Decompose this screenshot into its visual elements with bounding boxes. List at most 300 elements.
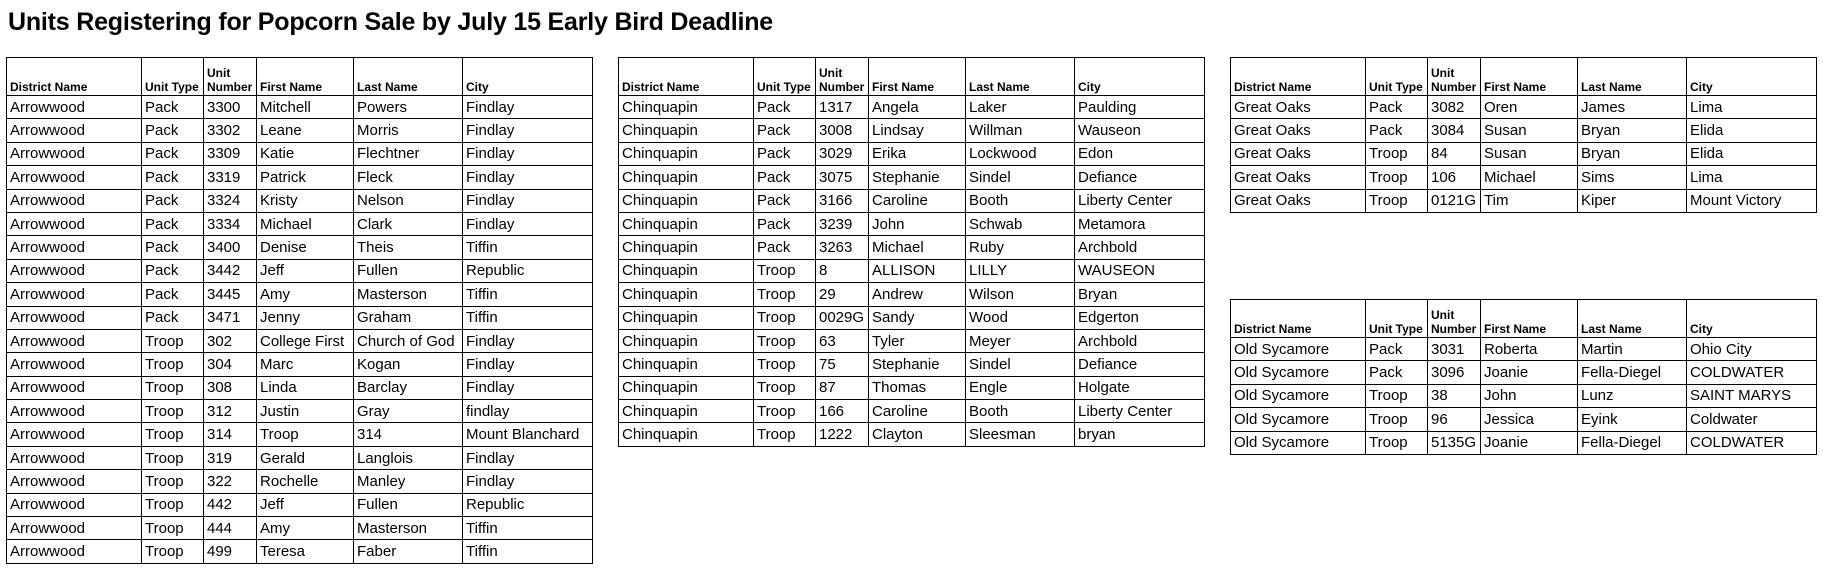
unit-type-cell: Pack	[142, 212, 204, 235]
header-row	[7, 58, 593, 96]
city-cell: Findlay	[463, 446, 593, 469]
unit-type-cell: Pack	[142, 96, 204, 119]
unit-number-cell: 3309	[204, 142, 257, 165]
district-name-cell: Arrowwood	[7, 212, 142, 235]
district-name-cell: Arrowwood	[7, 470, 142, 493]
unit-type-cell: Troop	[1366, 189, 1428, 212]
last-name-cell: Wood	[966, 306, 1075, 329]
unit-number-cell: 3166	[816, 189, 869, 212]
first-name-cell: Marc	[257, 353, 354, 376]
table-row	[619, 423, 1205, 446]
unit-number-cell: 106	[1428, 166, 1481, 189]
district-name-cell: Chinquapin	[619, 166, 754, 189]
table-row	[7, 493, 593, 516]
last-name-cell: Willman	[966, 119, 1075, 142]
column-header-last-name: Last Name	[966, 58, 1075, 96]
last-name-cell: Booth	[966, 400, 1075, 423]
table-row	[619, 353, 1205, 376]
first-name-cell: Thomas	[869, 376, 966, 399]
unit-type-cell: Troop	[754, 400, 816, 423]
unit-number-cell: 304	[204, 353, 257, 376]
city-cell: Tiffin	[463, 283, 593, 306]
first-name-cell: Amy	[257, 517, 354, 540]
first-name-cell: Sandy	[869, 306, 966, 329]
city-cell: Ohio City	[1687, 338, 1817, 361]
city-cell: Republic	[463, 493, 593, 516]
table-row	[7, 353, 593, 376]
unit-number-cell: 166	[816, 400, 869, 423]
arrowwood-table	[6, 57, 593, 564]
city-cell: Tiffin	[463, 306, 593, 329]
district-name-cell: Old Sycamore	[1231, 338, 1366, 361]
first-name-cell: Rochelle	[257, 470, 354, 493]
first-name-cell: Susan	[1481, 119, 1578, 142]
district-name-cell: Chinquapin	[619, 96, 754, 119]
column-header-district-name: District Name	[1231, 58, 1366, 96]
district-name-cell: Chinquapin	[619, 353, 754, 376]
unit-type-cell: Troop	[754, 283, 816, 306]
first-name-cell: Lindsay	[869, 119, 966, 142]
last-name-cell: Fella-Diegel	[1578, 431, 1687, 454]
district-name-cell: Arrowwood	[7, 189, 142, 212]
unit-type-cell: Pack	[142, 119, 204, 142]
city-cell: Findlay	[463, 119, 593, 142]
unit-type-cell: Troop	[754, 329, 816, 352]
last-name-cell: Kogan	[354, 353, 463, 376]
table-row	[7, 142, 593, 165]
last-name-cell: Martin	[1578, 338, 1687, 361]
city-cell: Tiffin	[463, 517, 593, 540]
first-name-cell: Erika	[869, 142, 966, 165]
last-name-cell: Sims	[1578, 166, 1687, 189]
last-name-cell: LILLY	[966, 259, 1075, 282]
table-row	[7, 259, 593, 282]
district-name-cell: Chinquapin	[619, 236, 754, 259]
city-cell: Tiffin	[463, 236, 593, 259]
first-name-cell: Teresa	[257, 540, 354, 563]
unit-type-cell: Troop	[754, 353, 816, 376]
table-row	[1231, 189, 1817, 212]
last-name-cell: Morris	[354, 119, 463, 142]
city-cell: SAINT MARYS	[1687, 384, 1817, 407]
column-header-city: City	[463, 58, 593, 96]
unit-type-cell: Troop	[754, 259, 816, 282]
first-name-cell: Caroline	[869, 400, 966, 423]
unit-number-cell: 3442	[204, 259, 257, 282]
unit-type-cell: Pack	[754, 236, 816, 259]
last-name-cell: Powers	[354, 96, 463, 119]
unit-type-cell: Pack	[142, 283, 204, 306]
unit-type-cell: Pack	[1366, 361, 1428, 384]
table-row	[619, 212, 1205, 235]
first-name-cell: Oren	[1481, 96, 1578, 119]
last-name-cell: Sindel	[966, 353, 1075, 376]
first-name-cell: Linda	[257, 376, 354, 399]
unit-number-cell: 3445	[204, 283, 257, 306]
unit-type-cell: Pack	[754, 119, 816, 142]
city-cell: Liberty Center	[1075, 189, 1205, 212]
first-name-cell: Jenny	[257, 306, 354, 329]
city-cell: Elida	[1687, 142, 1817, 165]
city-cell: Metamora	[1075, 212, 1205, 235]
district-name-cell: Arrowwood	[7, 376, 142, 399]
district-name-cell: Great Oaks	[1231, 142, 1366, 165]
table-row	[7, 96, 593, 119]
table-row	[1231, 408, 1817, 431]
unit-number-cell: 3029	[816, 142, 869, 165]
unit-type-cell: Troop	[754, 423, 816, 446]
last-name-cell: Nelson	[354, 189, 463, 212]
unit-type-cell: Troop	[142, 446, 204, 469]
table-row	[7, 306, 593, 329]
last-name-cell: Clark	[354, 212, 463, 235]
unit-type-cell: Pack	[754, 96, 816, 119]
unit-number-cell: 3031	[1428, 338, 1481, 361]
unit-number-cell: 319	[204, 446, 257, 469]
city-cell: Tiffin	[463, 540, 593, 563]
unit-type-cell: Troop	[754, 306, 816, 329]
first-name-cell: Amy	[257, 283, 354, 306]
unit-type-cell: Pack	[142, 259, 204, 282]
city-cell: Mount Victory	[1687, 189, 1817, 212]
unit-number-cell: 5135G	[1428, 431, 1481, 454]
table-row	[7, 283, 593, 306]
last-name-cell: Fella-Diegel	[1578, 361, 1687, 384]
unit-type-cell: Troop	[1366, 166, 1428, 189]
table-row	[7, 329, 593, 352]
district-name-cell: Arrowwood	[7, 517, 142, 540]
district-name-cell: Arrowwood	[7, 236, 142, 259]
first-name-cell: Katie	[257, 142, 354, 165]
first-name-cell: Tyler	[869, 329, 966, 352]
last-name-cell: James	[1578, 96, 1687, 119]
last-name-cell: Meyer	[966, 329, 1075, 352]
city-cell: Archbold	[1075, 236, 1205, 259]
district-name-cell: Chinquapin	[619, 119, 754, 142]
first-name-cell: Jessica	[1481, 408, 1578, 431]
column-header-unit-type: Unit Type	[754, 58, 816, 96]
table-row	[619, 96, 1205, 119]
old-sycamore-table	[1230, 299, 1817, 455]
column-header-last-name: Last Name	[354, 58, 463, 96]
table-row	[7, 189, 593, 212]
column-header-first-name: First Name	[1481, 58, 1578, 96]
last-name-cell: Bryan	[1578, 119, 1687, 142]
table-row	[619, 119, 1205, 142]
district-name-cell: Arrowwood	[7, 283, 142, 306]
last-name-cell: Lockwood	[966, 142, 1075, 165]
district-name-cell: Arrowwood	[7, 540, 142, 563]
unit-type-cell: Troop	[142, 493, 204, 516]
unit-type-cell: Troop	[142, 470, 204, 493]
last-name-cell: Theis	[354, 236, 463, 259]
unit-number-cell: 322	[204, 470, 257, 493]
unit-number-cell: 3082	[1428, 96, 1481, 119]
district-name-cell: Arrowwood	[7, 493, 142, 516]
unit-number-cell: 3334	[204, 212, 257, 235]
district-name-cell: Arrowwood	[7, 446, 142, 469]
city-cell: Edon	[1075, 142, 1205, 165]
last-name-cell: Schwab	[966, 212, 1075, 235]
last-name-cell: Graham	[354, 306, 463, 329]
unit-number-cell: 3319	[204, 166, 257, 189]
unit-number-cell: 0029G	[816, 306, 869, 329]
city-cell: findlay	[463, 400, 593, 423]
first-name-cell: Justin	[257, 400, 354, 423]
unit-number-cell: 38	[1428, 384, 1481, 407]
table-row	[7, 236, 593, 259]
chinquapin-table	[618, 57, 1205, 447]
table-row	[619, 189, 1205, 212]
column-header-unit-number: Unit Number	[1428, 300, 1481, 338]
table-row	[7, 400, 593, 423]
unit-type-cell: Troop	[142, 329, 204, 352]
unit-number-cell: 3008	[816, 119, 869, 142]
unit-type-cell: Troop	[1366, 431, 1428, 454]
unit-number-cell: 96	[1428, 408, 1481, 431]
unit-number-cell: 84	[1428, 142, 1481, 165]
district-name-cell: Old Sycamore	[1231, 408, 1366, 431]
unit-number-cell: 1317	[816, 96, 869, 119]
last-name-cell: Eyink	[1578, 408, 1687, 431]
last-name-cell: Engle	[966, 376, 1075, 399]
table-row	[7, 540, 593, 563]
city-cell: Findlay	[463, 353, 593, 376]
city-cell: COLDWATER	[1687, 431, 1817, 454]
last-name-cell: 314	[354, 423, 463, 446]
district-name-cell: Arrowwood	[7, 400, 142, 423]
first-name-cell: Joanie	[1481, 431, 1578, 454]
unit-type-cell: Pack	[142, 189, 204, 212]
unit-type-cell: Troop	[1366, 384, 1428, 407]
table-row	[619, 259, 1205, 282]
city-cell: Coldwater	[1687, 408, 1817, 431]
city-cell: Findlay	[463, 142, 593, 165]
unit-type-cell: Pack	[142, 166, 204, 189]
unit-number-cell: 3075	[816, 166, 869, 189]
city-cell: bryan	[1075, 423, 1205, 446]
first-name-cell: Leane	[257, 119, 354, 142]
last-name-cell: Langlois	[354, 446, 463, 469]
district-name-cell: Arrowwood	[7, 353, 142, 376]
city-cell: Edgerton	[1075, 306, 1205, 329]
column-header-first-name: First Name	[257, 58, 354, 96]
first-name-cell: Clayton	[869, 423, 966, 446]
column-header-city: City	[1687, 300, 1817, 338]
city-cell: Holgate	[1075, 376, 1205, 399]
unit-type-cell: Pack	[142, 306, 204, 329]
table-row	[619, 142, 1205, 165]
city-cell: Defiance	[1075, 353, 1205, 376]
last-name-cell: Sleesman	[966, 423, 1075, 446]
table-row	[619, 166, 1205, 189]
column-header-district-name: District Name	[7, 58, 142, 96]
column-header-last-name: Last Name	[1578, 58, 1687, 96]
column-header-city: City	[1687, 58, 1817, 96]
district-name-cell: Chinquapin	[619, 283, 754, 306]
unit-number-cell: 3302	[204, 119, 257, 142]
unit-type-cell: Pack	[1366, 119, 1428, 142]
table-row	[7, 376, 593, 399]
city-cell: Lima	[1687, 96, 1817, 119]
table-row	[1231, 96, 1817, 119]
last-name-cell: Flechtner	[354, 142, 463, 165]
unit-type-cell: Pack	[1366, 96, 1428, 119]
city-cell: Mount Blanchard	[463, 423, 593, 446]
table-row	[1231, 431, 1817, 454]
first-name-cell: Michael	[1481, 166, 1578, 189]
city-cell: Elida	[1687, 119, 1817, 142]
column-header-last-name: Last Name	[1578, 300, 1687, 338]
unit-type-cell: Pack	[142, 236, 204, 259]
unit-number-cell: 3096	[1428, 361, 1481, 384]
first-name-cell: John	[869, 212, 966, 235]
table-row	[619, 236, 1205, 259]
first-name-cell: Kristy	[257, 189, 354, 212]
district-name-cell: Chinquapin	[619, 400, 754, 423]
district-name-cell: Great Oaks	[1231, 189, 1366, 212]
last-name-cell: Fullen	[354, 259, 463, 282]
unit-number-cell: 444	[204, 517, 257, 540]
district-name-cell: Old Sycamore	[1231, 431, 1366, 454]
district-name-cell: Arrowwood	[7, 306, 142, 329]
column-header-unit-type: Unit Type	[1366, 300, 1428, 338]
first-name-cell: Susan	[1481, 142, 1578, 165]
last-name-cell: Manley	[354, 470, 463, 493]
last-name-cell: Bryan	[1578, 142, 1687, 165]
table-row	[1231, 338, 1817, 361]
city-cell: Findlay	[463, 189, 593, 212]
table-row	[619, 376, 1205, 399]
unit-number-cell: 87	[816, 376, 869, 399]
city-cell: WAUSEON	[1075, 259, 1205, 282]
last-name-cell: Faber	[354, 540, 463, 563]
district-name-cell: Chinquapin	[619, 329, 754, 352]
unit-number-cell: 312	[204, 400, 257, 423]
table-row	[619, 329, 1205, 352]
header-row	[1231, 58, 1817, 96]
unit-type-cell: Troop	[142, 423, 204, 446]
city-cell: Findlay	[463, 329, 593, 352]
first-name-cell: Joanie	[1481, 361, 1578, 384]
last-name-cell: Masterson	[354, 283, 463, 306]
column-header-district-name: District Name	[619, 58, 754, 96]
district-name-cell: Arrowwood	[7, 119, 142, 142]
table-row	[619, 306, 1205, 329]
column-header-first-name: First Name	[1481, 300, 1578, 338]
column-header-unit-number: Unit Number	[1428, 58, 1481, 96]
unit-type-cell: Pack	[1366, 338, 1428, 361]
last-name-cell: Kiper	[1578, 189, 1687, 212]
column-header-unit-number: Unit Number	[816, 58, 869, 96]
district-name-cell: Arrowwood	[7, 423, 142, 446]
city-cell: Lima	[1687, 166, 1817, 189]
first-name-cell: Mitchell	[257, 96, 354, 119]
table-row	[7, 119, 593, 142]
first-name-cell: John	[1481, 384, 1578, 407]
city-cell: Archbold	[1075, 329, 1205, 352]
first-name-cell: Andrew	[869, 283, 966, 306]
unit-type-cell: Pack	[754, 189, 816, 212]
unit-number-cell: 0121G	[1428, 189, 1481, 212]
last-name-cell: Fullen	[354, 493, 463, 516]
district-name-cell: Chinquapin	[619, 189, 754, 212]
first-name-cell: ALLISON	[869, 259, 966, 282]
district-name-cell: Old Sycamore	[1231, 361, 1366, 384]
city-cell: Findlay	[463, 166, 593, 189]
district-name-cell: Chinquapin	[619, 212, 754, 235]
unit-type-cell: Pack	[142, 142, 204, 165]
unit-type-cell: Troop	[142, 540, 204, 563]
unit-number-cell: 3263	[816, 236, 869, 259]
unit-number-cell: 314	[204, 423, 257, 446]
city-cell: Bryan	[1075, 283, 1205, 306]
unit-number-cell: 29	[816, 283, 869, 306]
city-cell: Paulding	[1075, 96, 1205, 119]
column-header-unit-number: Unit Number	[204, 58, 257, 96]
first-name-cell: Michael	[257, 212, 354, 235]
unit-number-cell: 3471	[204, 306, 257, 329]
unit-number-cell: 3400	[204, 236, 257, 259]
first-name-cell: Angela	[869, 96, 966, 119]
unit-type-cell: Troop	[142, 353, 204, 376]
column-header-city: City	[1075, 58, 1205, 96]
last-name-cell: Sindel	[966, 166, 1075, 189]
column-header-first-name: First Name	[869, 58, 966, 96]
unit-type-cell: Troop	[142, 517, 204, 540]
last-name-cell: Booth	[966, 189, 1075, 212]
table-row	[7, 446, 593, 469]
district-name-cell: Great Oaks	[1231, 96, 1366, 119]
first-name-cell: Roberta	[1481, 338, 1578, 361]
city-cell: Defiance	[1075, 166, 1205, 189]
unit-type-cell: Troop	[1366, 408, 1428, 431]
district-name-cell: Chinquapin	[619, 259, 754, 282]
table-row	[1231, 361, 1817, 384]
table-row	[619, 283, 1205, 306]
first-name-cell: Troop	[257, 423, 354, 446]
unit-type-cell: Troop	[754, 376, 816, 399]
city-cell: Findlay	[463, 376, 593, 399]
unit-number-cell: 308	[204, 376, 257, 399]
table-row	[7, 212, 593, 235]
unit-number-cell: 3239	[816, 212, 869, 235]
unit-type-cell: Pack	[754, 166, 816, 189]
district-name-cell: Chinquapin	[619, 376, 754, 399]
header-row	[1231, 300, 1817, 338]
last-name-cell: Church of God	[354, 329, 463, 352]
city-cell: Liberty Center	[1075, 400, 1205, 423]
district-name-cell: Great Oaks	[1231, 119, 1366, 142]
unit-type-cell: Troop	[1366, 142, 1428, 165]
district-name-cell: Arrowwood	[7, 259, 142, 282]
unit-number-cell: 3084	[1428, 119, 1481, 142]
unit-number-cell: 75	[816, 353, 869, 376]
unit-number-cell: 63	[816, 329, 869, 352]
table-row	[1231, 384, 1817, 407]
unit-type-cell: Troop	[142, 376, 204, 399]
first-name-cell: Gerald	[257, 446, 354, 469]
city-cell: Wauseon	[1075, 119, 1205, 142]
district-name-cell: Chinquapin	[619, 306, 754, 329]
first-name-cell: Jeff	[257, 493, 354, 516]
table-row	[7, 517, 593, 540]
header-row	[619, 58, 1205, 96]
first-name-cell: Michael	[869, 236, 966, 259]
last-name-cell: Fleck	[354, 166, 463, 189]
last-name-cell: Wilson	[966, 283, 1075, 306]
table-row	[7, 166, 593, 189]
